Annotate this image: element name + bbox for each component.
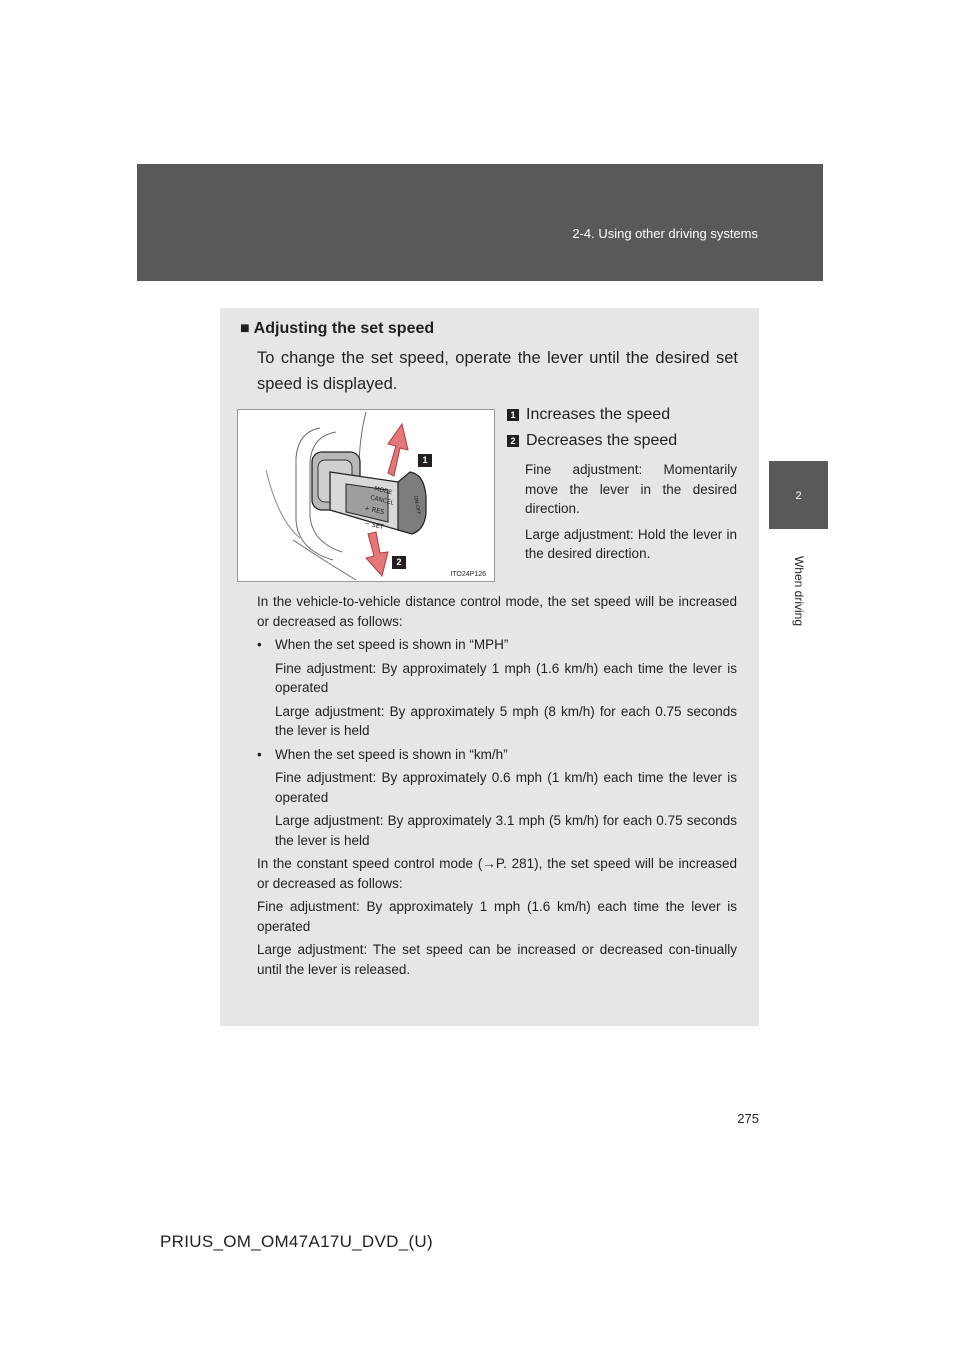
- vehicle-mode-intro: In the vehicle-to-vehicle distance control mode, the set speed will be increased or decreased as follows:: [257, 594, 737, 629]
- figure-code: ITO24P126: [450, 571, 486, 578]
- mph-large: Large adjustment: By approximately 5 mph (8 km/h) for each 0.75 seconds the lever is held: [275, 703, 737, 738]
- bullet-dot: •: [257, 746, 262, 762]
- lever-cancel-label: CANCEL: [369, 494, 395, 507]
- callout-number-1: 1: [507, 409, 519, 421]
- chapter-tab: [769, 461, 828, 529]
- callout-number-2: 2: [507, 435, 519, 447]
- adjustment-notes: [525, 460, 737, 570]
- body-text: [257, 592, 737, 983]
- heading-text: Adjusting the set speed: [253, 320, 435, 337]
- mph-bullet-text: When the set speed is shown in “MPH”: [275, 637, 509, 652]
- lever-illustration: [237, 409, 495, 582]
- kmh-bullet-text: When the set speed is shown in “km/h”: [275, 746, 508, 762]
- callout-increase: [507, 406, 670, 424]
- page-number: 275: [737, 1111, 759, 1126]
- callout-text-decrease: Decreases the speed: [526, 432, 678, 449]
- kmh-fine: Fine adjustment: By approximately 0.6 mph (1 km/h) each time the lever is operated: [275, 770, 737, 805]
- chapter-number: 2: [795, 490, 802, 502]
- lever-set-label: − SET: [363, 519, 385, 532]
- constant-large: Large adjustment: The set speed can be increased or decreased con-tinually until the lever is released.: [257, 942, 737, 977]
- mph-fine: Fine adjustment: By approximately 1 mph (1.6 km/h) each time the lever is operated: [275, 660, 737, 695]
- bullet-dot: •: [257, 637, 262, 652]
- callout-decrease: [507, 432, 677, 450]
- header-band: [137, 164, 823, 281]
- constant-mode-intro: In the constant speed control mode (→P. 281), the set speed will be increased or decreased as follows:: [257, 856, 737, 891]
- callout-text-increase: Increases the speed: [526, 406, 671, 423]
- arrow-up-icon: [388, 424, 408, 476]
- section-heading: [240, 320, 434, 338]
- mph-bullet: [257, 635, 737, 655]
- chapter-label: When driving: [792, 555, 806, 627]
- lever-onoff-label: ON-OFF: [412, 495, 422, 516]
- intro-paragraph: To change the set speed, operate the lever until the desired set speed is displayed.: [257, 349, 738, 393]
- lever-res-label: + RES: [363, 504, 386, 517]
- heading-square-icon: ■: [240, 320, 250, 337]
- cruise-lever-drawing: [238, 410, 494, 581]
- lever-mode-label: MODE: [373, 485, 393, 497]
- arrow-down-icon: [366, 532, 388, 576]
- section-title: 2-4. Using other driving systems: [572, 226, 758, 241]
- figure-marker-2: 2: [392, 556, 406, 569]
- constant-fine: Fine adjustment: By approximately 1 mph (1.6 km/h) each time the lever is operated: [257, 899, 737, 934]
- large-adjustment-note: Large adjustment: Hold the lever in the desired direction.: [525, 526, 737, 561]
- kmh-large: Large adjustment: By approximately 3.1 mph (5 km/h) for each 0.75 seconds the lever is held: [275, 813, 737, 848]
- kmh-bullet: [257, 745, 737, 765]
- document-code: PRIUS_OM_OM47A17U_DVD_(U): [160, 1232, 433, 1251]
- figure-marker-1: 1: [418, 454, 432, 467]
- fine-adjustment-note: Fine adjustment: Momentarily move the lever in the desired direction.: [525, 462, 737, 516]
